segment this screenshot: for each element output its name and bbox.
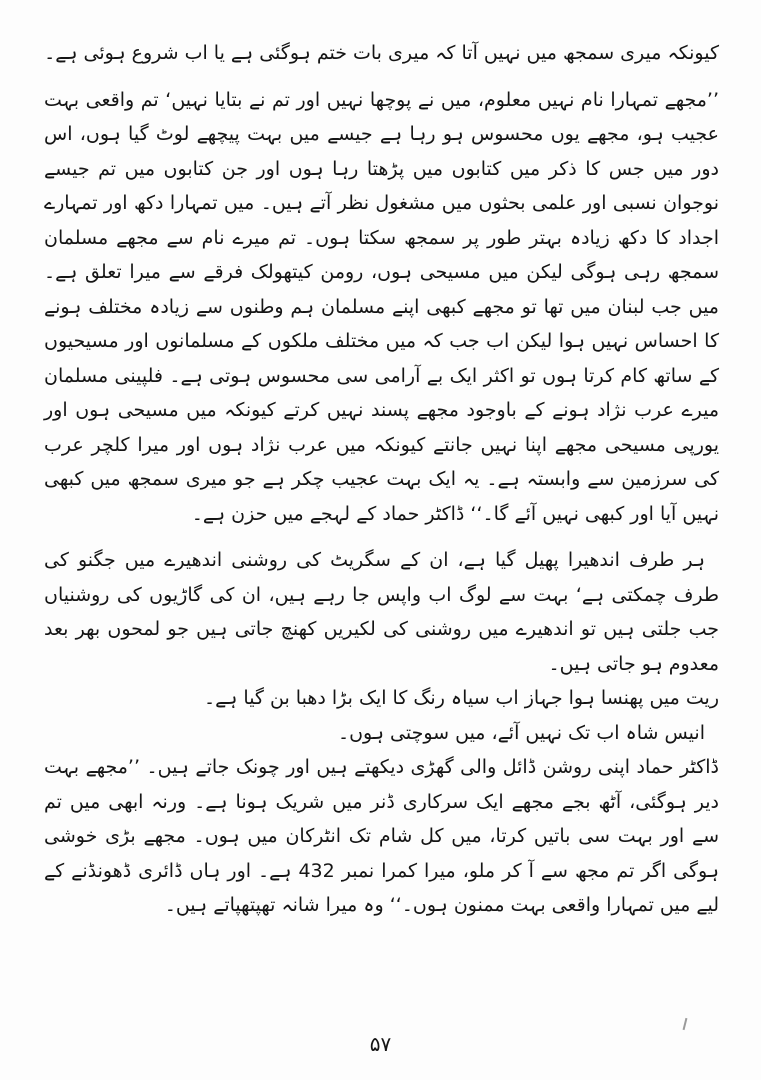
paragraph-6: ڈاکٹر حماد اپنی روشن ڈائل والی گھڑی دیکھتے ہیں اور چونک جاتے ہیں۔ ’’مجھے بہت دیر ہوگئی، آٹھ بجے مجھے ایک سرکاری ڈنر میں شریک ہونا ہے۔ ورنہ ابھی میں تم سے اور بہت سی باتیں کرتا، میں کل شام تک انٹرکان میں ہوں۔ مجھے بڑی خوشی ہوگی اگر تم مجھ سے آ کر ملو، میرا کمرا نمبر 432 ہے۔ اور ہاں ڈائری ڈھونڈنے کے لیے میں تمہارا واقعی بہت ممنون ہوں۔‘‘ وہ میرا شانہ تھپتھپاتے ہیں۔ — [44, 756, 720, 916]
paragraph-5: انیس شاہ اب تک نہیں آئے، میں سوچتی ہوں۔ — [337, 721, 705, 744]
paragraph-3: ہر طرف اندھیرا پھیل گیا ہے، ان کے سگریٹ کی روشنی اندھیرے میں جگنو کی طرف چمکتی ہے‘ بہت سے لوگ اب واپس جا رہے ہیں، ان کی گاڑیوں کی روشنیاں جب جلتی ہیں تو اندھیرے میں روشنی کی لکیریں کھنچ جاتی ہیں جو لمحوں بھر بعد معدوم ہو جاتی ہیں۔ — [44, 549, 719, 675]
body-text — [44, 36, 719, 923]
paragraph-2: ’’مجھے تمہارا نام نہیں معلوم، میں نے پوچھا نہیں اور تم نے بتایا نہیں‘ تم واقعی بہت عجیب ہو، مجھے یوں محسوس ہو رہا ہے جیسے میں بہت پیچھے لوٹ گیا ہوں، اس دور میں جس کا ذکر میں کتابوں میں پڑھتا رہا ہوں اور جن کتابوں میں تم جیسے نوجوان نسبی اور علمی بحثوں میں مشغول نظر آتے ہیں۔ میں تمہارا دکھ اور تمہارے اجداد کا دکھ زیادہ بہتر طور پر سمجھ سکتا ہوں۔ تم میرے نام سے مجھے مسلمان سمجھ رہی ہوگی لیکن میں مسیحی ہوں، رومن کیتھولک فرقے سے میرا تعلق ہے۔ میں جب لبنان میں تھا تو مجھے کبھی اپنے مسلمان ہم وطنوں سے زیادہ مختلف ہونے کا احساس نہیں ہوا لیکن اب جب کہ میں مختلف ملکوں کے مسلمانوں اور مسیحیوں کے ساتھ کام کرتا ہوں تو اکثر ایک بے آرامی سی محسوس ہوتی ہے۔ فلپینی مسلمان میرے عرب نژاد ہونے کے باوجود مجھے پسند نہیں کرتے کیونکہ میں مسیحی ہوں اور یورپی مسیحی مجھے اپنا نہیں جانتے کیونکہ میں عرب نژاد ہوں اور میرا کلچر عرب کی سرزمین سے وابستہ ہے۔ یہ ایک بہت عجیب چکر ہے جو میری سمجھ میں کبھی نہیں آیا اور کبھی نہیں آئے گا۔‘‘ ڈاکٹر حماد کے لہجے میں حزن ہے۔ — [44, 88, 719, 525]
paragraph-1: کیونکہ میری سمجھ میں نہیں آتا کہ میری بات ختم ہوگئی ہے یا اب شروع ہوئی ہے۔ — [44, 42, 719, 64]
paragraph-4: ریت میں پھنسا ہوا جہاز اب سیاہ رنگ کا ایک بڑا دھبا بن گیا ہے۔ — [203, 687, 719, 709]
page-number: ۵۷ — [369, 1032, 392, 1056]
stray-pen-mark — [683, 1018, 688, 1030]
